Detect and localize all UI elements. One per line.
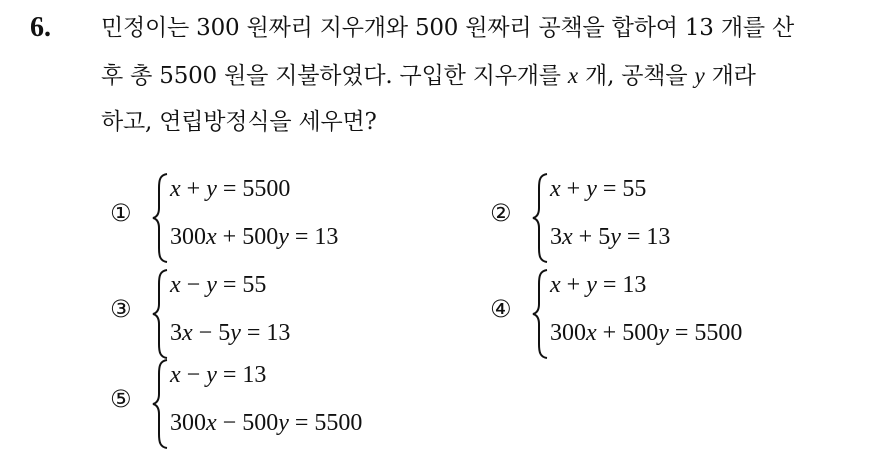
variable-y: y xyxy=(694,63,705,88)
question-line-2 xyxy=(101,56,756,96)
option-5-equation-2: 300x − 500y = 5500 xyxy=(170,410,363,436)
option-4-equation-2: 300x + 500y = 5500 xyxy=(550,320,743,346)
option-1-equation-1: x + y = 5500 xyxy=(170,176,291,202)
option-5[interactable] xyxy=(110,358,440,448)
option-3-number: ③ xyxy=(110,295,132,323)
left-brace-icon xyxy=(152,268,170,360)
option-3[interactable] xyxy=(110,268,440,358)
option-4[interactable] xyxy=(490,268,820,358)
question-line-3: 하고, 연립방정식을 세우면? xyxy=(101,109,377,135)
option-2[interactable] xyxy=(490,172,820,262)
left-brace-icon xyxy=(152,172,170,264)
option-2-equation-2: 3x + 5y = 13 xyxy=(550,224,671,250)
option-1[interactable] xyxy=(110,172,440,262)
option-1-number: ① xyxy=(110,199,132,227)
option-4-equation-1: x + y = 13 xyxy=(550,272,647,298)
option-5-equation-1: x − y = 13 xyxy=(170,362,267,388)
left-brace-icon xyxy=(152,358,170,450)
variable-x: x xyxy=(567,63,578,88)
question-number: 6. xyxy=(30,12,51,43)
option-2-equation-1: x + y = 55 xyxy=(550,176,647,202)
question-line-2-part-c: 개라 xyxy=(704,63,756,89)
question-line-2-part-a: 후 총 5500 원을 지불하였다. 구입한 지우개를 xyxy=(101,63,568,89)
question-line-1: 민정이는 300 원짜리 지우개와 500 원짜리 공책을 합하여 13 개를 산 xyxy=(101,15,794,41)
option-4-number: ④ xyxy=(490,295,512,323)
option-2-number: ② xyxy=(490,199,512,227)
option-3-equation-1: x − y = 55 xyxy=(170,272,267,298)
left-brace-icon xyxy=(532,268,550,360)
left-brace-icon xyxy=(532,172,550,264)
option-3-equation-2: 3x − 5y = 13 xyxy=(170,320,291,346)
question-line-2-part-b: 개, 공책을 xyxy=(577,63,695,89)
option-5-number: ⑤ xyxy=(110,385,132,413)
option-1-equation-2: 300x + 500y = 13 xyxy=(170,224,339,250)
